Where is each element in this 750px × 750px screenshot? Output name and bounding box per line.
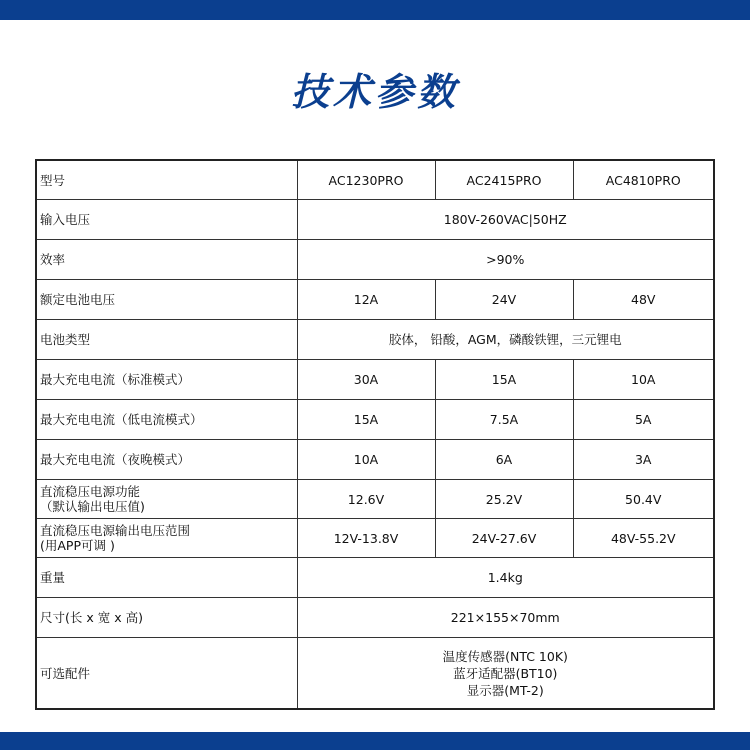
table-row-max-current-low — [36, 400, 714, 440]
row-label: 额定电池电压 — [36, 280, 297, 320]
row-label — [36, 519, 297, 558]
cell-value: 10A — [297, 440, 435, 480]
cell-value: 6A — [435, 440, 573, 480]
cell-value: 10A — [573, 360, 714, 400]
cell-value: 胶体， 铅酸，AGM，磷酸铁锂，三元锂电 — [297, 320, 714, 360]
row-label-line: 直流稳压电源功能 — [40, 484, 141, 499]
spec-table — [35, 159, 715, 710]
cell-value: 48V — [573, 280, 714, 320]
model-name: AC2415PRO — [435, 160, 573, 200]
cell-value: 5A — [573, 400, 714, 440]
cell-value: 50.4V — [573, 480, 714, 519]
bottom-banner-bar — [0, 732, 750, 750]
row-label: 最大充电电流（标准模式） — [36, 360, 297, 400]
cell-value: 24V — [435, 280, 573, 320]
table-row-accessories — [36, 638, 714, 710]
cell-value: 15A — [297, 400, 435, 440]
cell-value: 12V-13.8V — [297, 519, 435, 558]
row-label: 尺寸(长 x 宽 x 高) — [36, 598, 297, 638]
table-row-weight — [36, 558, 714, 598]
accessory-item: 蓝牙适配器(BT10) — [453, 665, 558, 681]
cell-value: 7.5A — [435, 400, 573, 440]
cell-value: 221×155×70mm — [297, 598, 714, 638]
row-label: 型号 — [36, 160, 297, 200]
table-row-efficiency — [36, 240, 714, 280]
top-banner-bar — [0, 0, 750, 20]
row-label-line: 直流稳压电源输出电压范围 — [40, 523, 191, 538]
accessory-item: 显示器(MT-2) — [466, 682, 544, 698]
table-row-dc-function — [36, 480, 714, 519]
cell-value: 48V-55.2V — [573, 519, 714, 558]
table-row-max-current-std — [36, 360, 714, 400]
row-label: 电池类型 — [36, 320, 297, 360]
cell-value: 12.6V — [297, 480, 435, 519]
cell-value: 25.2V — [435, 480, 573, 519]
cell-value: 30A — [297, 360, 435, 400]
cell-value: 24V-27.6V — [435, 519, 573, 558]
model-name: AC1230PRO — [297, 160, 435, 200]
table-row-model — [36, 160, 714, 200]
row-label: 最大充电电流（夜晚模式） — [36, 440, 297, 480]
cell-value: 12A — [297, 280, 435, 320]
cell-value: 1.4kg — [297, 558, 714, 598]
cell-value: 180V-260VAC|50HZ — [297, 200, 714, 240]
table-row-battery-type — [36, 320, 714, 360]
accessory-list — [297, 638, 714, 710]
page-title: 技术参数 — [290, 70, 459, 114]
row-label-line: （默认输出电压值) — [40, 499, 145, 514]
cell-value: 15A — [435, 360, 573, 400]
cell-value: >90% — [297, 240, 714, 280]
row-label: 可选配件 — [36, 638, 297, 710]
table-row-max-current-night — [36, 440, 714, 480]
table-row-size — [36, 598, 714, 638]
table-row-input-voltage — [36, 200, 714, 240]
cell-value: 3A — [573, 440, 714, 480]
row-label-line: (用APP可调 ) — [40, 538, 115, 553]
table-row-dc-range — [36, 519, 714, 558]
row-label — [36, 480, 297, 519]
accessory-item: 温度传感器(NTC 10K) — [442, 648, 568, 664]
table-row-rated-voltage — [36, 280, 714, 320]
row-label: 输入电压 — [36, 200, 297, 240]
row-label: 效率 — [36, 240, 297, 280]
row-label: 最大充电电流（低电流模式） — [36, 400, 297, 440]
row-label: 重量 — [36, 558, 297, 598]
model-name: AC4810PRO — [573, 160, 714, 200]
